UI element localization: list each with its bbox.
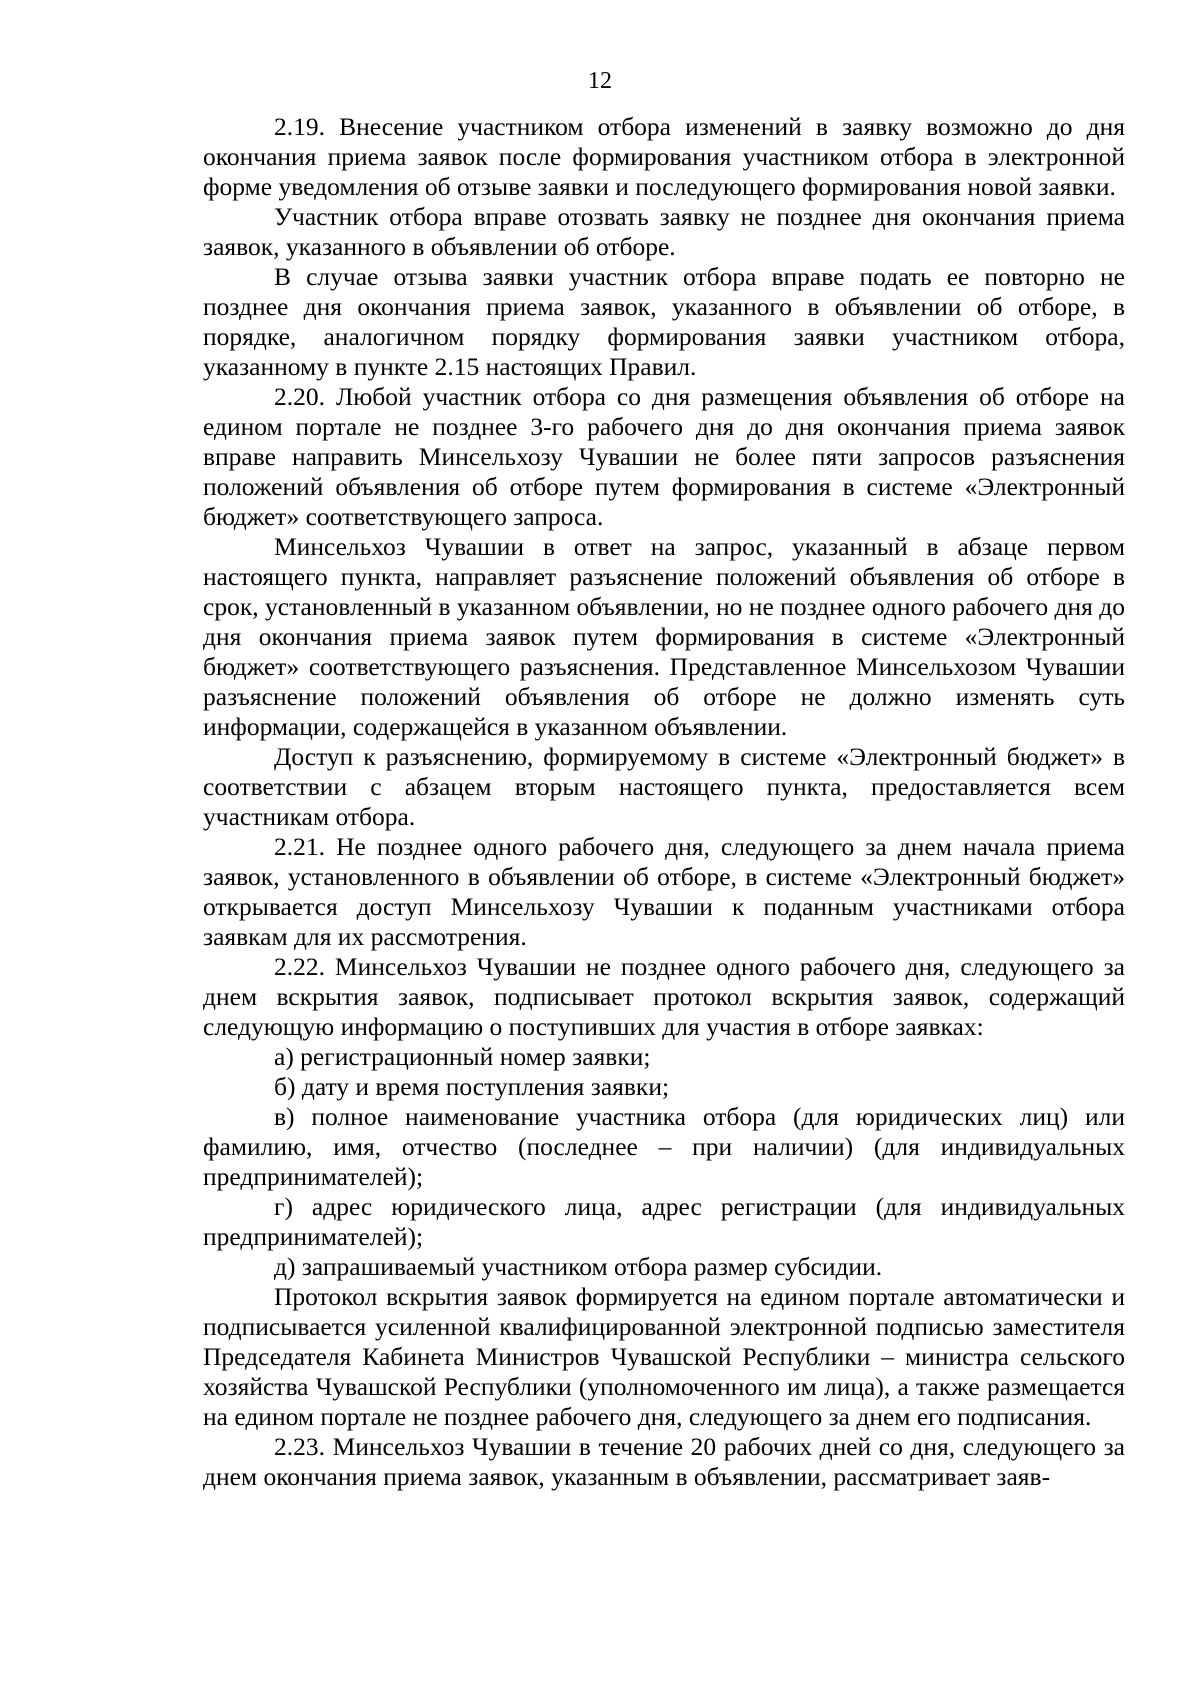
paragraph-resubmit: В случае отзыва заявки участник отбора вправе подать ее повторно не позднее дня окончания приема заявок, указанного в объявлении об отборе, в порядке, аналогичном порядку формирования заявки участником отбора, указанному в пункте 2.15 настоящих Правил.: [203, 262, 1125, 381]
list-item-g: г) адрес юридического лица, адрес регистрации (для индивидуальных предпринимателей);: [203, 1192, 1125, 1251]
paragraph-2-19: 2.19. Внесение участником отбора изменений в заявку возможно до дня окончания приема заявок после формирования участником отбора в электронной форме уведомления об отзыве заявки и последующего формирования новой заявки.: [203, 112, 1125, 201]
list-item-a: а) регистрационный номер заявки;: [274, 1042, 651, 1071]
paragraph-2-22: 2.22. Минсельхоз Чувашии не позднее одного рабочего дня, следующего за днем вскрытия заявок, подписывает протокол вскрытия заявок, содержащий следующую информацию о поступивших для участия в отборе заявках:: [203, 952, 1125, 1041]
list-item-d: д) запрашиваемый участником отбора размер субсидии.: [274, 1252, 883, 1281]
document-body: [203, 112, 1125, 1492]
paragraph-clarification-access: Доступ к разъяснению, формируемому в системе «Электронный бюджет» в соответствии с абзацем вторым настоящего пункта, предоставляется всем участникам отбора.: [203, 742, 1125, 831]
paragraph-protocol: Протокол вскрытия заявок формируется на едином портале автоматически и подписывается усиленной квалифицированной электронной подписью заместителя Председателя Кабинета Министров Чувашской Республики – министра сельского хозяйства Чувашской Республики (уполномоченного им лица), а также размещается на едином портале не позднее рабочего дня, следующего за днем его подписания.: [203, 1282, 1125, 1431]
paragraph-2-23: 2.23. Минсельхоз Чувашии в течение 20 рабочих дней со дня, следующего за днем окончания приема заявок, указанным в объявлении, рассматривает заяв-: [203, 1432, 1125, 1491]
list-item-v: в) полное наименование участника отбора (для юридических лиц) или фамилию, имя, отчество (последнее – при наличии) (для индивидуальных предпринимателей);: [203, 1102, 1125, 1191]
paragraph-2-20: 2.20. Любой участник отбора со дня размещения объявления об отборе на едином портале не позднее 3-го рабочего дня до дня окончания приема заявок вправе направить Минсельхозу Чувашии не более пяти запросов разъяснения положений объявления об отборе путем формирования в системе «Электронный бюджет» соответствующего запроса.: [203, 382, 1125, 531]
paragraph-withdraw-right: Участник отбора вправе отозвать заявку не позднее дня окончания приема заявок, указанного в объявлении об отборе.: [203, 202, 1125, 261]
page-number: 12: [588, 68, 612, 94]
paragraph-2-21: 2.21. Не позднее одного рабочего дня, следующего за днем начала приема заявок, установленного в объявлении об отборе, в системе «Электронный бюджет» открывается доступ Минсельхозу Чувашии к поданным участниками отбора заявкам для их рассмотрения.: [203, 832, 1125, 951]
paragraph-clarification-response: Минсельхоз Чувашии в ответ на запрос, указанный в абзаце первом настоящего пункта, направляет разъяснение положений объявления об отборе в срок, установленный в указанном объявлении, но не позднее одного рабочего дня до дня окончания приема заявок путем формирования в системе «Электронный бюджет» соответствующего разъяснения. Представленное Минсельхозом Чувашии разъяснение положений объявления об отборе не должно изменять суть информации, содержащейся в указанном объявлении.: [203, 532, 1125, 741]
list-item-b: б) дату и время поступления заявки;: [274, 1072, 670, 1101]
